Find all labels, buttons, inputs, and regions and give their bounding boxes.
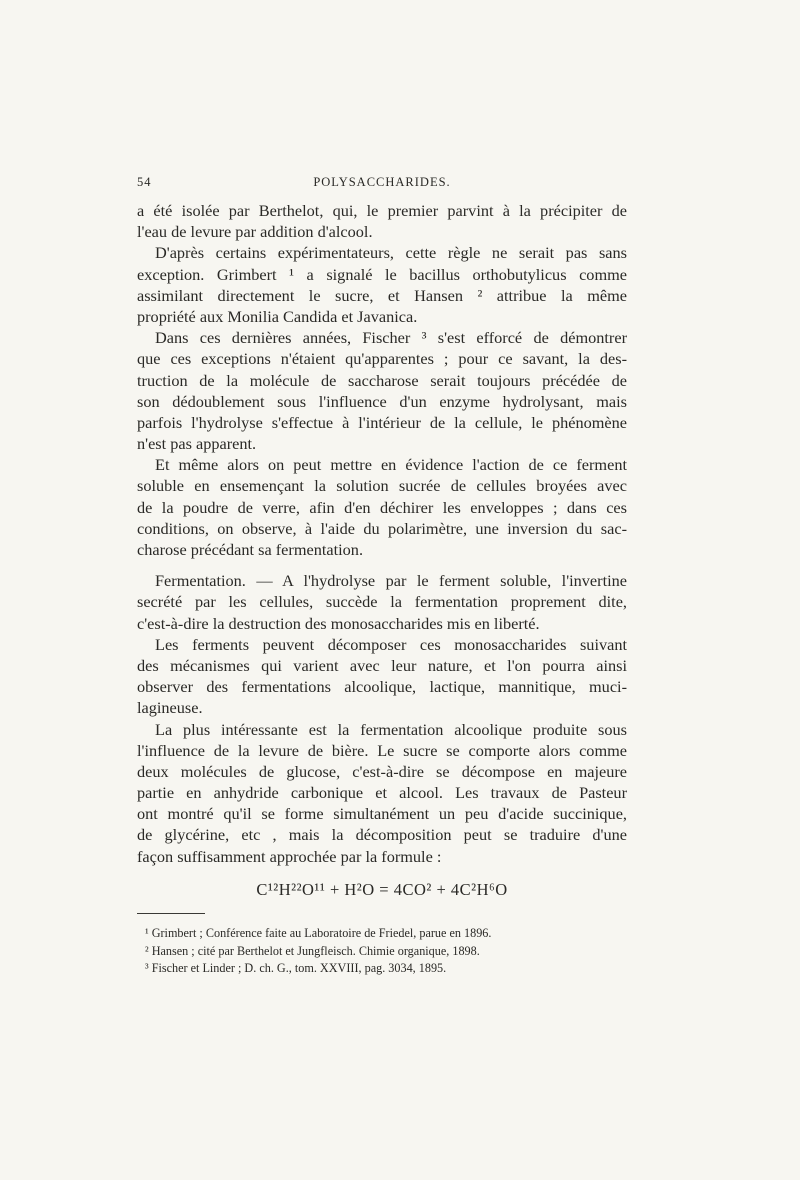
footnote: ² Hansen ; cité par Berthelot et Jungfleisch. Chimie organique, 1898.	[145, 943, 480, 958]
text-line: ont montré qu'il se forme simultanément un peu d'acide succinique,	[137, 804, 627, 824]
text-line: lagineuse.	[137, 698, 203, 718]
text-line: conditions, on observe, à l'aide du polarimètre, une inversion du sac-	[137, 518, 627, 538]
text-line: a été isolée par Berthelot, qui, le premier parvint à la précipiter de	[137, 201, 627, 220]
text-line: secrété par les cellules, succède la fermentation proprement dite,	[137, 592, 627, 612]
text-line: façon suffisamment approchée par la formule :	[137, 846, 442, 866]
text-line: parfois l'hydrolyse s'effectue à l'intérieur de la cellule, le phénomène	[137, 412, 627, 432]
text-line: n'est pas apparent.	[137, 434, 257, 454]
text-line: Et même alors on peut mettre en évidence l'action de ce ferment	[155, 455, 627, 475]
text-line: assimilant directement le sucre, et Hansen ² attribue la même	[137, 285, 627, 305]
text-line: c'est-à-dire la destruction des monosaccharides mis en liberté.	[137, 613, 540, 633]
footnote: ¹ Grimbert ; Conférence faite au Laboratoire de Friedel, parue en 1896.	[145, 926, 492, 940]
text-line: des mécanismes qui varient avec leur nature, et l'on pourra ainsi	[137, 655, 627, 675]
text-line: La plus intéressante est la fermentation alcoolique produite sous	[155, 719, 627, 739]
text-line: charose précédant sa fermentation.	[137, 540, 364, 559]
text-line: D'après certains expérimentateurs, cette règle ne serait pas sans	[155, 243, 627, 263]
text-line: son dédoublement sous l'influence d'un enzyme hydrolysant, mais	[137, 391, 627, 411]
text-line: deux molécules de glucose, c'est-à-dire se décompose en majeure	[137, 761, 627, 781]
text-line: soluble en ensemençant la solution sucrée de cellules broyées avec	[137, 476, 627, 496]
text-line: observer des fermentations alcoolique, lactique, mannitique, muci-	[137, 677, 627, 697]
footnotes	[137, 925, 627, 978]
text-line: que ces exceptions n'étaient qu'apparentes ; pour ce savant, la des-	[137, 349, 627, 369]
chemical-formula: C¹²H²²O¹¹ + H²O = 4CO² + 4C²H⁶O	[256, 880, 508, 899]
section-gap	[137, 560, 627, 570]
text-line: partie en anhydride carbonique et alcool. Les travaux de Pasteur	[137, 783, 627, 803]
footnote: ³ Fischer et Linder ; D. ch. G., tom. XXVIII, pag. 3034, 1895.	[145, 961, 447, 975]
text-line: Les ferments peuvent décomposer ces monosaccharides suivant	[155, 634, 627, 654]
footnote-rule	[137, 913, 205, 914]
page-number: 54	[137, 175, 152, 189]
running-title: POLYSACCHARIDES.	[313, 175, 451, 189]
text-line: de glycérine, etc , mais la décomposition peut se traduire d'une	[137, 825, 627, 845]
text-line: l'eau de levure par addition d'alcool.	[137, 222, 373, 242]
running-header	[137, 175, 627, 195]
section-heading-line: Fermentation. — A l'hydrolyse par le ferment soluble, l'invertine	[155, 571, 627, 591]
text-line: propriété aux Monilia Candida et Javanica.	[137, 306, 418, 326]
body-text	[137, 200, 627, 867]
text-line: de la poudre de verre, afin d'en déchirer les enveloppes ; dans ces	[137, 497, 627, 517]
text-line: Dans ces dernières années, Fischer ³ s'est efforcé de démontrer	[155, 328, 627, 348]
text-line: l'influence de la levure de bière. Le sucre se comporte alors comme	[137, 740, 627, 760]
text-line: truction de la molécule de saccharose serait toujours précédée de	[137, 370, 627, 390]
text-line: exception. Grimbert ¹ a signalé le bacillus orthobutylicus comme	[137, 264, 627, 284]
